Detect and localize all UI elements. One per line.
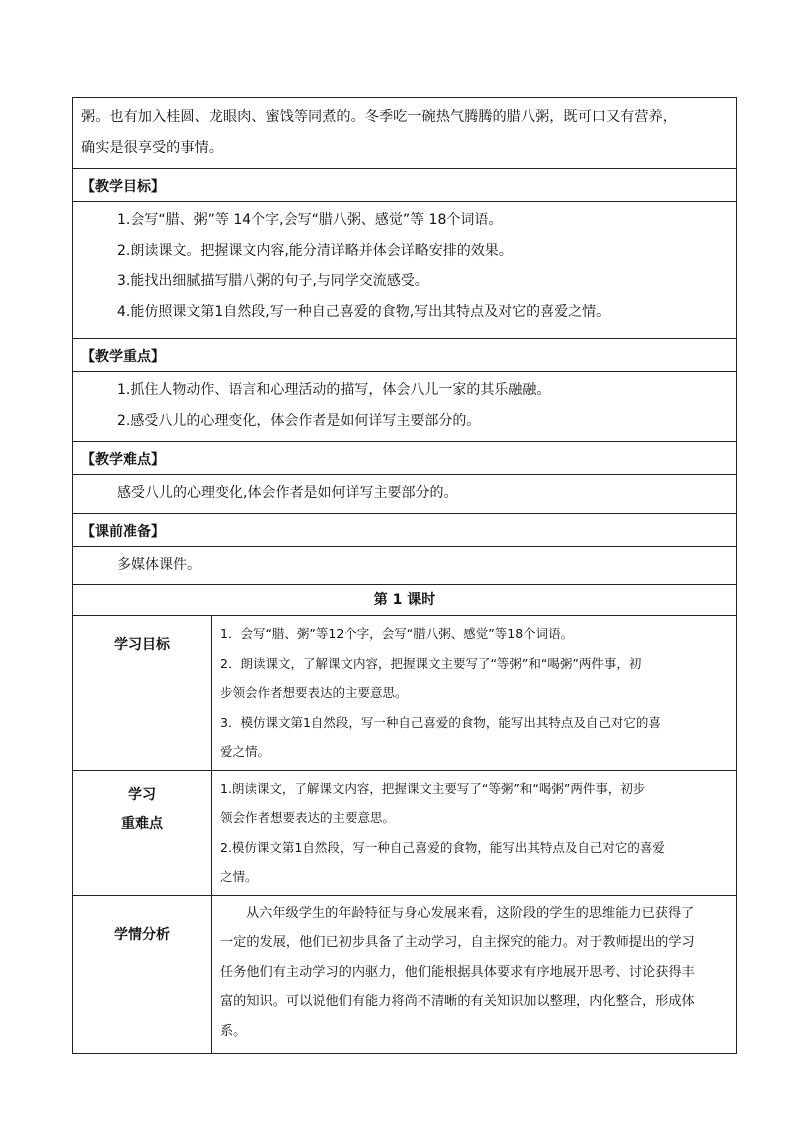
period-row: [73, 585, 737, 616]
key-points-line: 1.朗读课文，了解课文内容，把握课文主要写了“等粥”和“喝粥”两件事，初步: [220, 780, 646, 796]
learning-goals-line: 3．模仿课文第1自然段，写一种自己喜爱的食物，能写出其特点及自己对它的喜: [220, 714, 661, 730]
teaching-difficulty-item: 感受八儿的心理变化,体会作者是如何详写主要部分的。: [117, 485, 458, 501]
teaching-goal-item: 4.能仿照课文第1自然段,写一种自己喜爱的食物,写出其特点及对它的喜爱之情。: [117, 303, 611, 320]
key-points-label: [73, 770, 212, 895]
intro-line-2: 确实是很享受的事情。: [81, 140, 223, 156]
learning-goals-line: 步领会作者想要表达的主要意思。: [220, 685, 408, 700]
intro-row: [73, 98, 737, 169]
teaching-focus-heading: 【教学重点】: [81, 349, 165, 365]
teaching-difficulty-row: [73, 475, 737, 514]
teaching-goal-item: 1.会写“腊、粥”等 14个字,会写“腊八粥、感觉”等 18个词语。: [117, 212, 503, 228]
teaching-difficulty-header-cell: [73, 442, 737, 475]
teaching-focus-item: 2.感受八儿的心理变化，体会作者是如何详写主要部分的。: [117, 412, 481, 429]
preparation-heading: 【课前准备】: [81, 524, 165, 540]
teaching-goals-header-cell: [73, 169, 737, 202]
preparation-item: 多媒体课件。: [117, 557, 201, 573]
learning-goals-line: 爱之情。: [220, 744, 271, 759]
key-points-label-line-2: 重难点: [121, 815, 163, 832]
teaching-goals-cell: [73, 202, 737, 339]
preparation-row: [73, 547, 737, 585]
period-title: 第 1 课时: [73, 585, 737, 616]
key-points-line: 2.模仿课文第1自然段，写一种自己喜爱的食物，能写出其特点及自己对它的喜爱: [220, 839, 665, 855]
key-points-row: [73, 770, 737, 895]
key-points-line: 领会作者想要表达的主要意思。: [220, 810, 396, 825]
teaching-difficulty-cell: [73, 475, 737, 514]
teaching-goals-header-row: [73, 169, 737, 202]
analysis-content: [212, 895, 737, 1053]
key-points-label-line-1: 学习: [128, 786, 156, 803]
teaching-focus-item: 1.抓住人物动作、语言和心理活动的描写，体会八儿一家的其乐融融。: [117, 382, 551, 398]
learning-goals-label: 学习目标: [73, 616, 212, 771]
analysis-line: 富的知识。可以说他们有能力将尚不清晰的有关知识加以整理，内化整合，形成体: [220, 994, 695, 1009]
teaching-goal-item: 3.能找出细腻描写腊八粥的句子,与同学交流感受。: [117, 273, 429, 289]
intro-line-1: 粥。也有加入桂圆、龙眼肉、蜜饯等同煮的。冬季吃一碗热气腾腾的腊八粥，既可口又有营养，: [81, 109, 677, 125]
teaching-goals-row: [73, 202, 737, 339]
key-points-line: 之情。: [220, 869, 258, 884]
analysis-label: 学情分析: [73, 895, 212, 1053]
teaching-focus-header-row: [73, 339, 737, 372]
teaching-difficulty-header-row: [73, 442, 737, 475]
learning-goals-content: [212, 616, 737, 771]
lesson-plan-page: [72, 97, 736, 1054]
analysis-row: [73, 895, 737, 1053]
analysis-line: 一定的发展，他们已初步具备了主动学习，自主探究的能力。对于教师提出的学习: [220, 935, 695, 950]
learning-goals-line: 2．朗读课文，了解课文内容，把握课文主要写了“等粥”和“喝粥”两件事，初: [220, 655, 642, 671]
preparation-cell: [73, 547, 737, 585]
learning-goals-row: [73, 616, 737, 771]
preparation-header-cell: [73, 514, 737, 547]
teaching-focus-row: [73, 372, 737, 442]
teaching-goals-heading: 【教学目标】: [81, 179, 165, 195]
learning-goals-line: 1．会写“腊、粥”等12个字，会写“腊八粥、感觉”等18个词语。: [220, 626, 574, 641]
analysis-line: 从六年级学生的年龄特征与身心发展来看，这阶段的学生的思维能力已获得了: [246, 905, 695, 921]
analysis-line: 系。: [220, 1023, 247, 1039]
key-points-content: [212, 770, 737, 895]
teaching-difficulty-heading: 【教学难点】: [81, 452, 165, 468]
preparation-header-row: [73, 514, 737, 547]
teaching-focus-cell: [73, 372, 737, 442]
intro-cell: [73, 98, 737, 169]
lesson-plan-table: [72, 97, 737, 1054]
analysis-line: 任务他们有主动学习的内驱力，他们能根据具体要求有序地展开思考、讨论获得丰: [220, 964, 695, 980]
teaching-focus-header-cell: [73, 339, 737, 372]
teaching-goal-item: 2.朗读课文。把握课文内容,能分清详略并体会详略安排的效果。: [117, 242, 513, 259]
